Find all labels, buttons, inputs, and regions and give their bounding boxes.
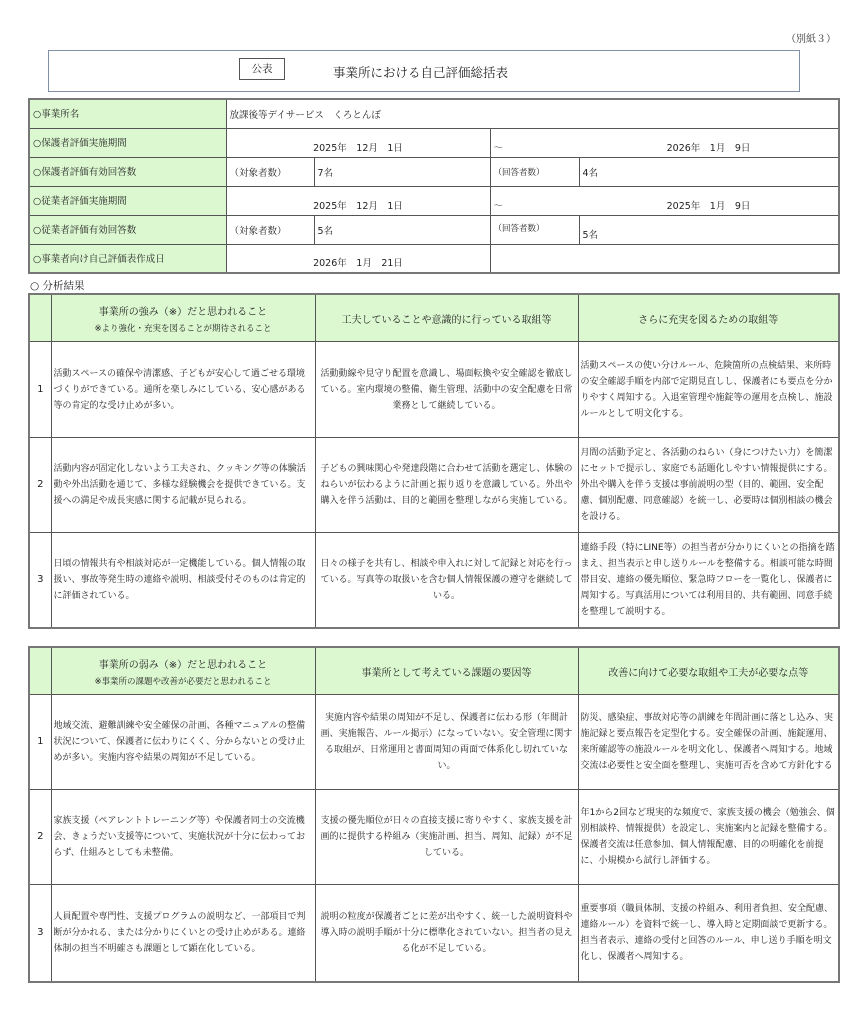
weaknesses-header-2: 事業所として考えている課題の要因等 (315, 647, 578, 695)
weakness-item: 人員配置や専門性、支援プログラムの説明など、一部項目で判断が分かれる、または分かりにくいとの受け止めがある。連絡体制の担当不明確さも課題として顕在化している。 (51, 885, 315, 982)
staff-target-label: （対象者数） (226, 215, 314, 244)
staff-period-start: 2025年 12月 1日 (226, 186, 490, 215)
info-table (28, 98, 840, 274)
staff-responses-label: ○従業者評価有効回答数 (29, 215, 226, 244)
guardian-respondent-value: 4名 (579, 157, 839, 186)
staff-period-label: ○従業者評価実施期間 (29, 186, 226, 215)
info-row-guardian-period (29, 128, 839, 157)
strengths-header-1-sub: ※より強化・充実を図ることが期待されること (94, 323, 272, 334)
info-row-facility (29, 99, 839, 128)
table-row (29, 342, 839, 438)
strength-enhancement: 月間の活動予定と、各活動のねらい（身につけたい力）を簡潔にセットで提示し、家庭でも話題化しやすい情報提供にする。外出や購入を伴う支援は事前説明の型（目的、範囲、安全配慮、個別配慮、同意確認）を統一し、必要時は個別相談の機会を設ける。 (578, 438, 839, 533)
info-row-staff-period (29, 186, 839, 215)
weakness-cause: 実施内容や結果の周知が不足し、保護者に伝わる形（年間計画、実施報告、ルール掲示）になっていない。安全管理に関する取組が、日常運用と書面周知の両面で体系化し切れていない。 (315, 695, 578, 790)
created-empty (490, 244, 839, 273)
facility-label: ○事業所名 (29, 99, 226, 128)
row-number: 2 (29, 438, 51, 533)
row-number: 1 (29, 342, 51, 438)
guardian-target-value: 7名 (314, 157, 490, 186)
guardian-period-sep: ～ (490, 128, 579, 157)
table-row (29, 533, 839, 628)
strength-effort: 子どもの興味関心や発達段階に合わせて活動を選定し、体験のねらいが伝わるように計画と振り返りを意識している。外出や購入を伴う活動は、目的と範囲を整理しながら実施している。 (315, 438, 578, 533)
strengths-header-3: さらに充実を図るための取組等 (578, 294, 839, 342)
strengths-header-2: 工夫していることや意識的に行っている取組等 (315, 294, 578, 342)
table-row (29, 695, 839, 790)
created-label: ○事業者向け自己評価表作成日 (29, 244, 226, 273)
strength-item: 活動内容が固定化しないよう工夫され、クッキング等の体験活動や外出活動を通じて、多様な経験機会を提供できている。支援への満足や成長実感に関する記載が見られる。 (51, 438, 315, 533)
guardian-responses-label: ○保護者評価有効回答数 (29, 157, 226, 186)
weakness-improvement: 重要事項（職員体制、支援の枠組み、利用者負担、安全配慮、連絡ルール）を資料で統一し、導入時と定期面談で更新する。担当者表示、連絡の受付と回答のルール、申し送り手順を明文化し、保護者へ周知する。 (578, 885, 839, 982)
strengths-table (28, 293, 840, 629)
row-number: 2 (29, 790, 51, 885)
weakness-cause: 支援の優先順位が日々の直接支援に寄りやすく、家族支援を計画的に提供する枠組み（実施計画、担当、周知、記録）が不足している。 (315, 790, 578, 885)
strength-enhancement: 連絡手段（特にLINE等）の担当者が分かりにくいとの指摘を踏まえ、担当表示と申し送りルールを整備する。相談可能な時間帯目安、連絡の優先順位、緊急時フローを一覧化し、保護者に周知する。写真活用については利用目的、共有範囲、同意手続を整理して説明する。 (578, 533, 839, 628)
row-number: 1 (29, 695, 51, 790)
weakness-improvement: 年1から2回など現実的な頻度で、家族支援の機会（勉強会、個別相談枠、情報提供）を設定し、実施案内と記録を整備する。保護者交流は任意参加、個人情報配慮、目的の明確化を前提に、小規模から試行し評価する。 (578, 790, 839, 885)
weaknesses-table (28, 646, 840, 983)
info-row-created (29, 244, 839, 273)
created-date: 2026年 1月 21日 (226, 244, 490, 273)
strengths-header (29, 294, 839, 342)
strength-effort: 活動動線や見守り配置を意識し、場面転換や安全確認を徹底している。室内環境の整備、衛生管理、活動中の安全配慮を日常業務として継続している。 (315, 342, 578, 438)
analysis-section-label: ○ 分析結果 (30, 280, 85, 292)
staff-period-sep: ～ (490, 186, 579, 215)
weaknesses-header-3: 改善に向けて必要な取組や工夫が必要な点等 (578, 647, 839, 695)
weakness-item: 家族支援（ペアレントトレーニング等）や保護者同士の交流機会、きょうだい支援等について、実施状況が十分に伝わっておらず、仕組みとしても未整備。 (51, 790, 315, 885)
weakness-cause: 説明の粒度が保護者ごとに差が出やすく、統一した説明資料や導入時の説明手順が十分に標準化されていない。担当者の見える化が不足している。 (315, 885, 578, 982)
title-box (48, 50, 800, 92)
info-row-staff-responses (29, 215, 839, 244)
strength-item: 活動スペースの確保や清潔感、子どもが安心して過ごせる環境づくりができている。通所を楽しみにしている、安心感がある等の肯定的な受け止めが多い。 (51, 342, 315, 438)
appendix-label: （別紙３） (786, 34, 836, 45)
strength-enhancement: 活動スペースの使い分けルール、危険箇所の点検結果、来所時の安全確認手順を内部で定期見直しし、保護者にも要点を分かりやすく周知する。入退室管理や施錠等の運用を点検し、施設ルールとして明文化する。 (578, 342, 839, 438)
staff-respondent-label: （回答者数） (490, 215, 579, 244)
table-row (29, 790, 839, 885)
weaknesses-header-1-sub: ※事業所の課題や改善が必要だと思われること (94, 676, 272, 687)
staff-period-end: 2025年 1月 9日 (579, 186, 839, 215)
guardian-target-label: （対象者数） (226, 157, 314, 186)
strengths-header-1-title: 事業所の強み（※）だと思われること (98, 306, 268, 318)
guardian-period-start: 2025年 12月 1日 (226, 128, 490, 157)
facility-name: 放課後等デイサービス くろとんぼ (226, 99, 839, 128)
weaknesses-header-1-title: 事業所の弱み（※）だと思われること (98, 659, 268, 671)
public-tag: 公表 (239, 58, 285, 80)
guardian-period-end: 2026年 1月 9日 (579, 128, 839, 157)
strength-effort: 日々の様子を共有し、相談や申入れに対して記録と対応を行っている。写真等の取扱いを含む個人情報保護の遵守を継続している。 (315, 533, 578, 628)
guardian-period-label: ○保護者評価実施期間 (29, 128, 226, 157)
staff-target-value: 5名 (314, 215, 490, 244)
row-number: 3 (29, 533, 51, 628)
row-number: 3 (29, 885, 51, 982)
staff-respondent-value: 5名 (579, 215, 839, 244)
page-title: 事業所における自己評価総括表 (333, 65, 509, 80)
num-header (29, 294, 51, 342)
weaknesses-header-1 (51, 647, 315, 695)
weaknesses-header (29, 647, 839, 695)
weakness-item: 地域交流、避難訓練や安全確保の計画、各種マニュアルの整備状況について、保護者に伝わりにくく、分からないとの受け止めが多い。実施内容や結果の周知が不足している。 (51, 695, 315, 790)
guardian-respondent-label: （回答者数） (490, 157, 579, 186)
weakness-improvement: 防災、感染症、事故対応等の訓練を年間計画に落とし込み、実施記録と要点報告を定型化する。安全確保の計画、施錠運用、来所確認等の施設ルールを明文化し、保護者へ周知する。地域交流は必要性と安全面を整理し、実施可否を含めて方針化する (578, 695, 839, 790)
table-row (29, 438, 839, 533)
strength-item: 日頃の情報共有や相談対応が一定機能している。個人情報の取扱い、事故等発生時の連絡や説明、相談受付そのものは肯定的に評価されている。 (51, 533, 315, 628)
num-header (29, 647, 51, 695)
info-row-guardian-responses (29, 157, 839, 186)
strengths-header-1 (51, 294, 315, 342)
table-row (29, 885, 839, 982)
